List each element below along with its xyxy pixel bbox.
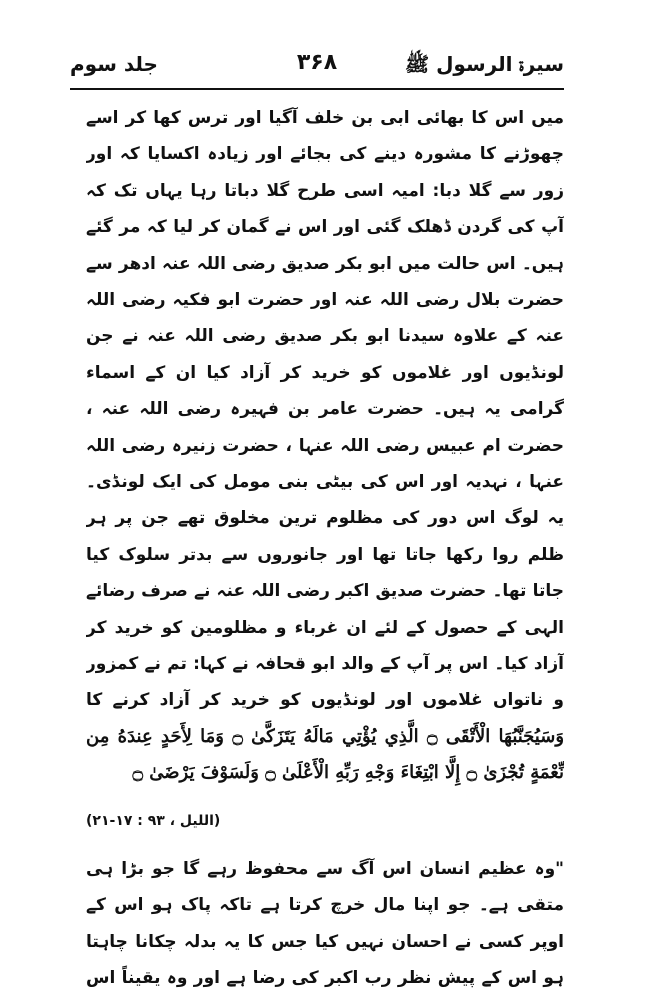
page-number: ۳۶۸ xyxy=(296,50,338,75)
paragraph-2: حضرت بلال رضی اللہ عنہ اور حضرت ابو فکیہ رضی اللہ عنہ کے علاوہ سیدنا ابو بکر صدیق رضی اللہ عنہ نے جن لونڈیوں اور غلاموں کو خرید کر آزاد کیا ان کے اسماء گرامی یہ ہیں۔ حضرت عامر بن فہیرہ رضی اللہ عنہ ، حضرت ام عبیس رضی اللہ عنہا ، حضرت زنیرہ رضی اللہ عنہا ، نہدیہ اور اس کی بیٹی بنی مومل کی ایک لونڈی۔ یہ لوگ اس دور کی مظلوم ترین مخلوق تھے جن پر ہر ظلم روا رکھا جاتا تھا اور جانوروں سے بدتر سلوک کیا جاتا تھا۔ حضرت صدیق اکبر رضی اللہ عنہ نے صرف رضائے الہی کے حصول کے لئے ان غرباء و مظلومین کو خرید کر آزاد کیا۔ اس پر آپ کے والد ابو قحافہ نے کہا: تم نے کمزور و ناتواں غلاموں اور لونڈیوں کو خرید کر آزاد کرنے کا xyxy=(86,290,564,711)
volume-label: جلد سوم xyxy=(70,52,158,76)
verse-translation: "وہ عظیم انسان اس آگ سے محفوظ رہے گا جو بڑا ہی متقی ہے۔ جو اپنا مال خرچ کرتا ہے تاکہ پاک ہو اس کے اوپر کسی نے احسان نہیں کیا جس کا یہ بدلہ چکانا چاہتا ہو اس کے پیش نظر رب اکبر کی رضا ہے اور وہ یقیناً اس xyxy=(86,859,564,989)
quran-verse: وَسَيُجَنَّبُهَا الْأَتْقَى ۝ الَّذِي يُؤْتِي مَالَهُ يَتَزَكَّىٰ ۝ وَمَا لِأَحَدٍ عِندَهُ مِن نِّعْمَةٍ تُجْزَىٰ ۝ إِلَّا ابْتِغَاءَ وَجْهِ رَبِّهِ الْأَعْلَىٰ ۝ وَلَسَوْفَ يَرْضَىٰ ۝ xyxy=(86,726,564,783)
verse-reference-text: (اللیل ، ۹۳ : ۱۷-۲۱) xyxy=(86,813,221,829)
page-header xyxy=(70,48,564,90)
page-body xyxy=(86,100,564,1001)
verse-reference xyxy=(86,809,564,833)
paragraph-1: میں اس کا بھائی ابی بن خلف آگیا اور ترس کھا کر اسے چھوڑنے کا مشورہ دینے کی بجائے اور زیادہ اکسایا کہ اور زور سے گلا دبا: امیہ اسی طرح گلا دباتا رہا یہاں تک کہ آپ کی گردن ڈھلک گئی اور اس نے گمان کر لیا کہ مر گئے ہیں۔ اس حالت میں ابو بکر صدیق رضی اللہ عنہ ادھر سے xyxy=(86,108,564,274)
book-title: سیرۃ الرسول ﷺ xyxy=(404,52,564,76)
